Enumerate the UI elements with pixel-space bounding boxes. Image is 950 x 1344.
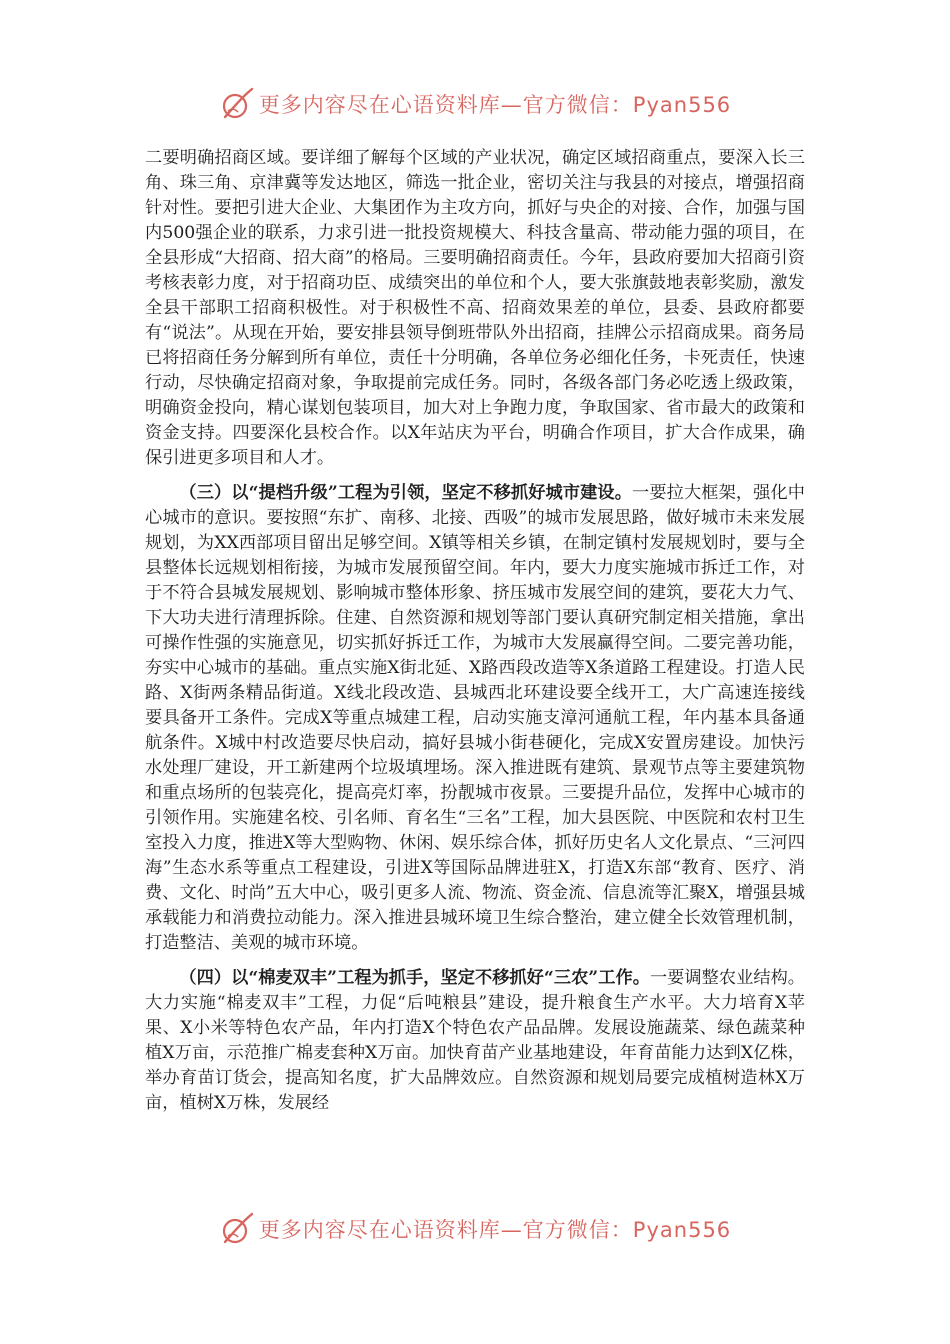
document-body (145, 146, 805, 1116)
section-heading-4: （四）以“棉麦双丰”工程为抓手，坚定不移抓好“三农”工作。 (179, 968, 650, 988)
header-banner (0, 84, 950, 124)
signature-feather-logo-icon (219, 86, 255, 122)
paragraph-1 (145, 146, 805, 471)
paragraph-1-text: 二要明确招商区域。要详细了解每个区域的产业状况，确定区域招商重点，要深入长三角、珠三角、京津冀等发达地区，筛选一批企业，密切关注与我县的对接点，增强招商针对性。要把引进大企业、大集团作为主攻方向，抓好与央企的对接、合作，加强与国内500强企业的联系，力求引进一批投资规模大、科技含量高、带动能力强的项目，在全县形成“大招商、招大商”的格局。三要明确招商责任。今年，县政府要加大招商引资考核表彰力度，对于招商功臣、成绩突出的单位和个人，要大张旗鼓地表彰奖励，激发全县干部职工招商积极性。对于积极性不高、招商效果差的单位，县委、县政府都要有“说法”。从现在开始，要安排县领导倒班带队外出招商，挂牌公示招商成果。商务局已将招商任务分解到所有单位，责任十分明确，各单位务必细化任务，卡死责任，快速行动，尽快确定招商对象，争取提前完成任务。同时，各级各部门务必吃透上级政策，明确资金投向，精心谋划包装项目，加大对上争跑力度，争取国家、省市最大的政策和资金支持。四要深化县校合作。以X年站庆为平台，明确合作项目，扩大合作成果，确保引进更多项目和人才。 (145, 148, 805, 468)
paragraph-3-text: 一要调整农业结构。大力实施“棉麦双丰”工程，力促“后吨粮县”建设，提升粮食生产水平。大力培育X苹果、X小米等特色农产品，年内打造X个特色农产品品牌。发展设施蔬菜、绿色蔬菜种植X万亩，示范推广棉麦套种X万亩。加快育苗产业基地建设，年育苗能力达到X亿株，举办育苗订货会，提高知名度，扩大品牌效应。自然资源和规划局要完成植树造林X万亩，植树X万株，发展经 (145, 968, 805, 1113)
header-banner-text: 更多内容尽在心语资料库—官方微信：Pyan556 (258, 93, 732, 117)
signature-feather-logo-icon (219, 1211, 255, 1247)
section-heading-3: （三）以“提档升级”工程为引领，坚定不移抓好城市建设。 (179, 483, 633, 503)
paragraph-3 (145, 966, 805, 1116)
footer-banner (0, 1209, 950, 1249)
paragraph-2-text: 一要拉大框架，强化中心城市的意识。要按照“东扩、南移、北接、西吸”的城市发展思路，做好城市未来发展规划，为XX西部项目留出足够空间。X镇等相关乡镇，在制定镇村发展规划时，要与全县整体长远规划相衔接，为城市发展预留空间。年内，要大力度实施城市拆迁工作，对于不符合县城发展规划、影响城市整体形象、挤压城市发展空间的建筑，要花大力气、下大功夫进行清理拆除。住建、自然资源和规划等部门要认真研究制定相关措施，拿出可操作性强的实施意见，切实抓好拆迁工作，为城市大发展赢得空间。二要完善功能，夯实中心城市的基础。重点实施X街北延、X路西段改造等X条道路工程建设。打造人民路、X街两条精品街道。X线北段改造、县城西北环建设要全线开工，大广高速连接线要具备开工条件。完成X等重点城建工程，启动实施支漳河通航工程，年内基本具备通航条件。X城中村改造要尽快启动，搞好县城小街巷硬化，完成X安置房建设。加快污水处理厂建设，开工新建两个垃圾填埋场。深入推进既有建筑、景观节点等主要建筑物和重点场所的包装亮化，提高亮灯率，扮靓城市夜景。三要提升品位，发挥中心城市的引领作用。实施建名校、引名师、育名生“三名”工程，加大县医院、中医院和农村卫生室投入力度，推进X等大型购物、休闲、娱乐综合体，抓好历史名人文化景点、“三河四海”生态水系等重点工程建设，引进X等国际品牌进驻X，打造X东部“教育、医疗、消费、文化、时尚”五大中心，吸引更多人流、物流、资金流、信息流等汇聚X，增强县城承载能力和消费拉动能力。深入推进县城环境卫生综合整治，建立健全长效管理机制，打造整洁、美观的城市环境。 (145, 483, 805, 953)
paragraph-2 (145, 481, 805, 956)
footer-banner-text: 更多内容尽在心语资料库—官方微信：Pyan556 (258, 1218, 732, 1242)
